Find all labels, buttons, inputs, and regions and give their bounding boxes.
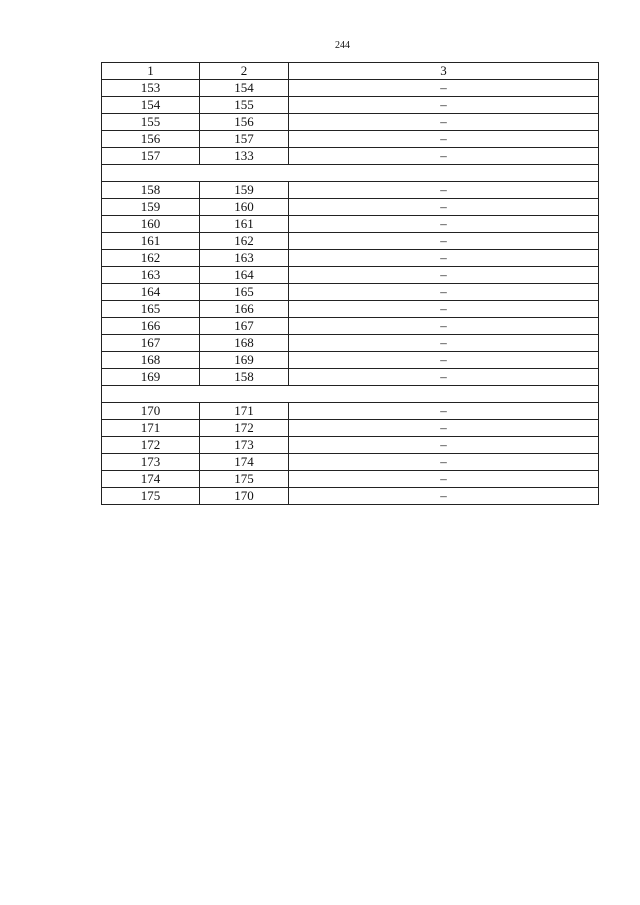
table-body (102, 80, 599, 505)
table-cell-col-3: – (289, 80, 599, 97)
table-row (102, 284, 599, 301)
table-cell-col-2: 160 (200, 199, 289, 216)
table-cell-col-1: 170 (102, 403, 200, 420)
group-separator-cell (102, 165, 599, 182)
table-row (102, 301, 599, 318)
table-cell-col-1: 168 (102, 352, 200, 369)
table-cell-col-2: 172 (200, 420, 289, 437)
table-cell-col-3: – (289, 284, 599, 301)
table-cell-col-1: 160 (102, 216, 200, 233)
table-row (102, 182, 599, 199)
table-cell-col-2: 171 (200, 403, 289, 420)
table-row (102, 403, 599, 420)
table-cell-col-1: 153 (102, 80, 200, 97)
table-cell-col-3: – (289, 471, 599, 488)
table-cell-col-3: – (289, 352, 599, 369)
table-cell-col-1: 165 (102, 301, 200, 318)
table-cell-col-1: 159 (102, 199, 200, 216)
table-cell-col-2: 169 (200, 352, 289, 369)
table-cell-col-1: 164 (102, 284, 200, 301)
table-row (102, 352, 599, 369)
table-cell-col-2: 173 (200, 437, 289, 454)
table-cell-col-3: – (289, 182, 599, 199)
table-cell-col-1: 171 (102, 420, 200, 437)
table-cell-col-2: 167 (200, 318, 289, 335)
table-cell-col-1: 156 (102, 131, 200, 148)
table-row (102, 335, 599, 352)
table-row (102, 471, 599, 488)
table-row (102, 216, 599, 233)
table-cell-col-2: 168 (200, 335, 289, 352)
table-row (102, 97, 599, 114)
table-cell-col-3: – (289, 233, 599, 250)
table-cell-col-1: 161 (102, 233, 200, 250)
table-cell-col-1: 166 (102, 318, 200, 335)
table-cell-col-1: 162 (102, 250, 200, 267)
table-cell-col-2: 174 (200, 454, 289, 471)
table-cell-col-2: 163 (200, 250, 289, 267)
table-cell-col-1: 157 (102, 148, 200, 165)
table-cell-col-3: – (289, 454, 599, 471)
table-row (102, 318, 599, 335)
table-cell-col-2: 157 (200, 131, 289, 148)
table-cell-col-1: 175 (102, 488, 200, 505)
table-cell-col-2: 170 (200, 488, 289, 505)
table-cell-col-1: 169 (102, 369, 200, 386)
table-cell-col-2: 155 (200, 97, 289, 114)
table-cell-col-3: – (289, 131, 599, 148)
table-cell-col-3: – (289, 114, 599, 131)
table-cell-col-3: – (289, 199, 599, 216)
table-cell-col-2: 159 (200, 182, 289, 199)
table-cell-col-3: – (289, 335, 599, 352)
table-row (102, 114, 599, 131)
table-cell-col-1: 173 (102, 454, 200, 471)
table-cell-col-3: – (289, 250, 599, 267)
page-number: 244 (335, 40, 350, 51)
table-row (102, 80, 599, 97)
table-cell-col-2: 156 (200, 114, 289, 131)
table-cell-col-3: – (289, 369, 599, 386)
group-separator-cell (102, 386, 599, 403)
table-cell-col-1: 174 (102, 471, 200, 488)
table-row (102, 199, 599, 216)
table-cell-col-1: 154 (102, 97, 200, 114)
table-row (102, 233, 599, 250)
table-cell-col-2: 162 (200, 233, 289, 250)
table-cell-col-2: 165 (200, 284, 289, 301)
column-header-1: 1 (102, 63, 200, 80)
table-cell-col-3: – (289, 420, 599, 437)
table-cell-col-3: – (289, 403, 599, 420)
table-row (102, 454, 599, 471)
table-cell-col-1: 167 (102, 335, 200, 352)
table-cell-col-3: – (289, 97, 599, 114)
table-cell-col-3: – (289, 267, 599, 284)
table-cell-col-3: – (289, 301, 599, 318)
group-separator-row (102, 386, 599, 403)
table-cell-col-2: 158 (200, 369, 289, 386)
data-table (101, 62, 599, 505)
table-row (102, 267, 599, 284)
table-cell-col-2: 133 (200, 148, 289, 165)
column-header-3: 3 (289, 63, 599, 80)
table-header-row (102, 63, 599, 80)
table-cell-col-3: – (289, 437, 599, 454)
table-cell-col-2: 164 (200, 267, 289, 284)
table-cell-col-2: 166 (200, 301, 289, 318)
table-cell-col-3: – (289, 318, 599, 335)
table-row (102, 420, 599, 437)
table-cell-col-2: 154 (200, 80, 289, 97)
table-cell-col-2: 175 (200, 471, 289, 488)
table-row (102, 131, 599, 148)
table-cell-col-3: – (289, 216, 599, 233)
table-cell-col-1: 172 (102, 437, 200, 454)
table-cell-col-1: 158 (102, 182, 200, 199)
group-separator-row (102, 165, 599, 182)
table-row (102, 369, 599, 386)
column-header-2: 2 (200, 63, 289, 80)
table-row (102, 250, 599, 267)
table-row (102, 148, 599, 165)
table-cell-col-1: 163 (102, 267, 200, 284)
table-cell-col-3: – (289, 148, 599, 165)
table-cell-col-1: 155 (102, 114, 200, 131)
table-cell-col-2: 161 (200, 216, 289, 233)
table-cell-col-3: – (289, 488, 599, 505)
table-row (102, 488, 599, 505)
table-row (102, 437, 599, 454)
